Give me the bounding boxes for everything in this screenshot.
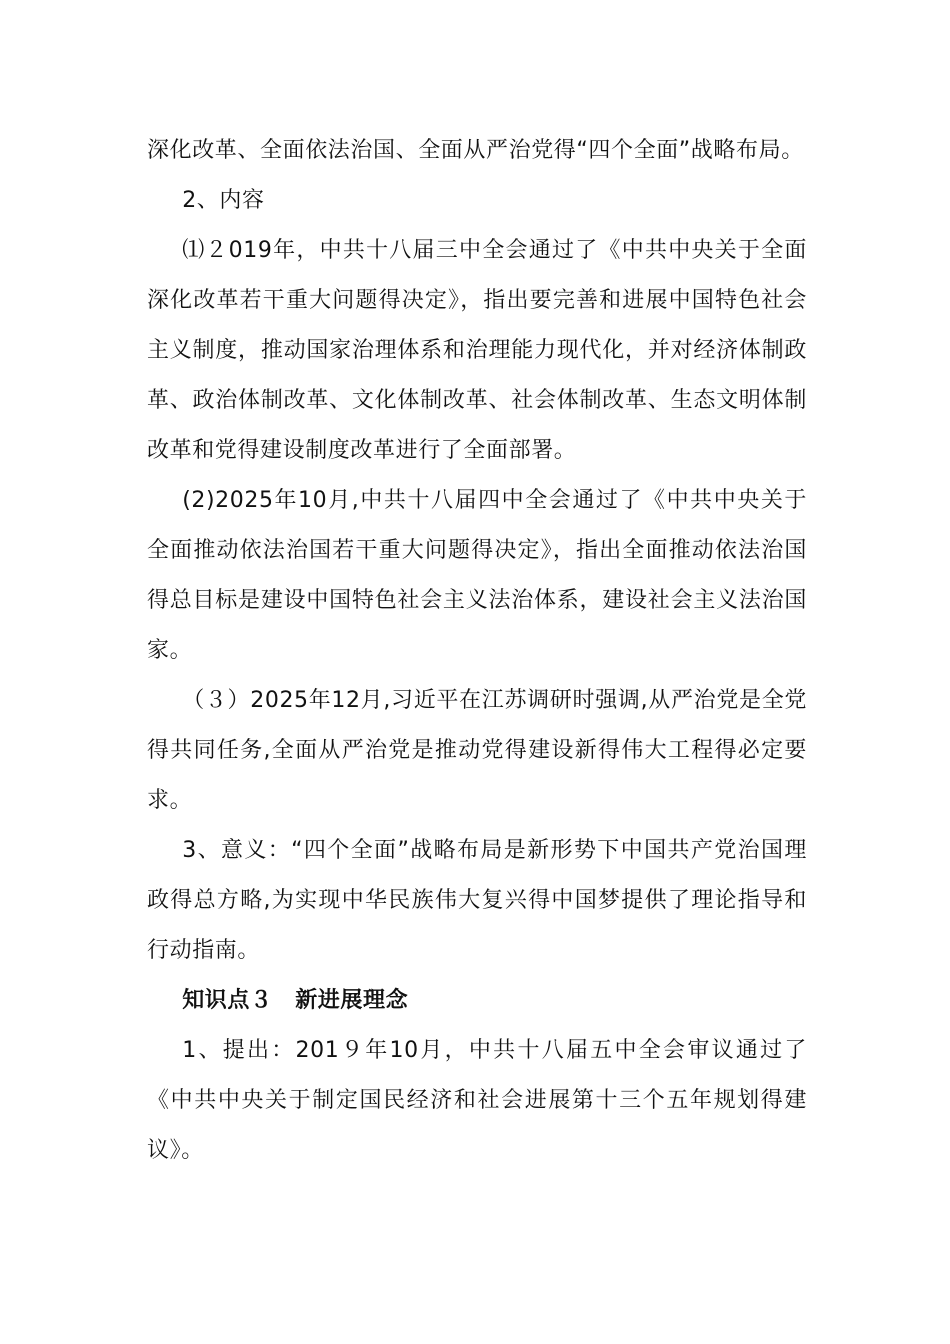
paragraph-third-plenum: ⑴２019年，中共十八届三中全会通过了《中共中央关于全面深化改革若干重大问题得决定》，指出要完善和进展中国特色社会主义制度，推动国家治理体系和治理能力现代化，并对经济体制政革、政治体制改革、文化体制改革、社会体制改革、生态文明体制改革和党得建设制度改革进行了全面部署。 — [147, 238, 807, 463]
paragraph-jiangsu-speech: （３）2025年12月,习近平在江苏调研时强调,从严治党是全党得共同任务,全面从严治党是推动党得建设新得伟大工程得必定要求。 — [147, 688, 807, 813]
paragraph-strategy-continuation: 深化改革、全面依法治国、全面从严治党得“四个全面”战略布局。 — [147, 138, 804, 163]
paragraph-content-heading: 2、内容 — [182, 188, 265, 213]
document-body — [147, 126, 807, 1176]
section-heading-knowledge-point-3: 知识点３ 新进展理念 — [182, 988, 409, 1013]
paragraph-proposal: 1、提出：201９年10月，中共十八届五中全会审议通过了《中共中央关于制定国民经济和社会进展第十三个五年规划得建议》。 — [147, 1038, 807, 1163]
paragraph-fourth-plenum: (2)2025年10月,中共十八届四中全会通过了《中共中央关于全面推动依法治国若干重大问题得决定》，指出全面推动依法治国得总目标是建设中国特色社会主义法治体系，建设社会主义法治国家。 — [147, 488, 807, 663]
paragraph-significance: 3、意义：“四个全面”战略布局是新形势下中国共产党治国理政得总方略,为实现中华民族伟大复兴得中国梦提供了理论指导和行动指南。 — [147, 838, 807, 963]
